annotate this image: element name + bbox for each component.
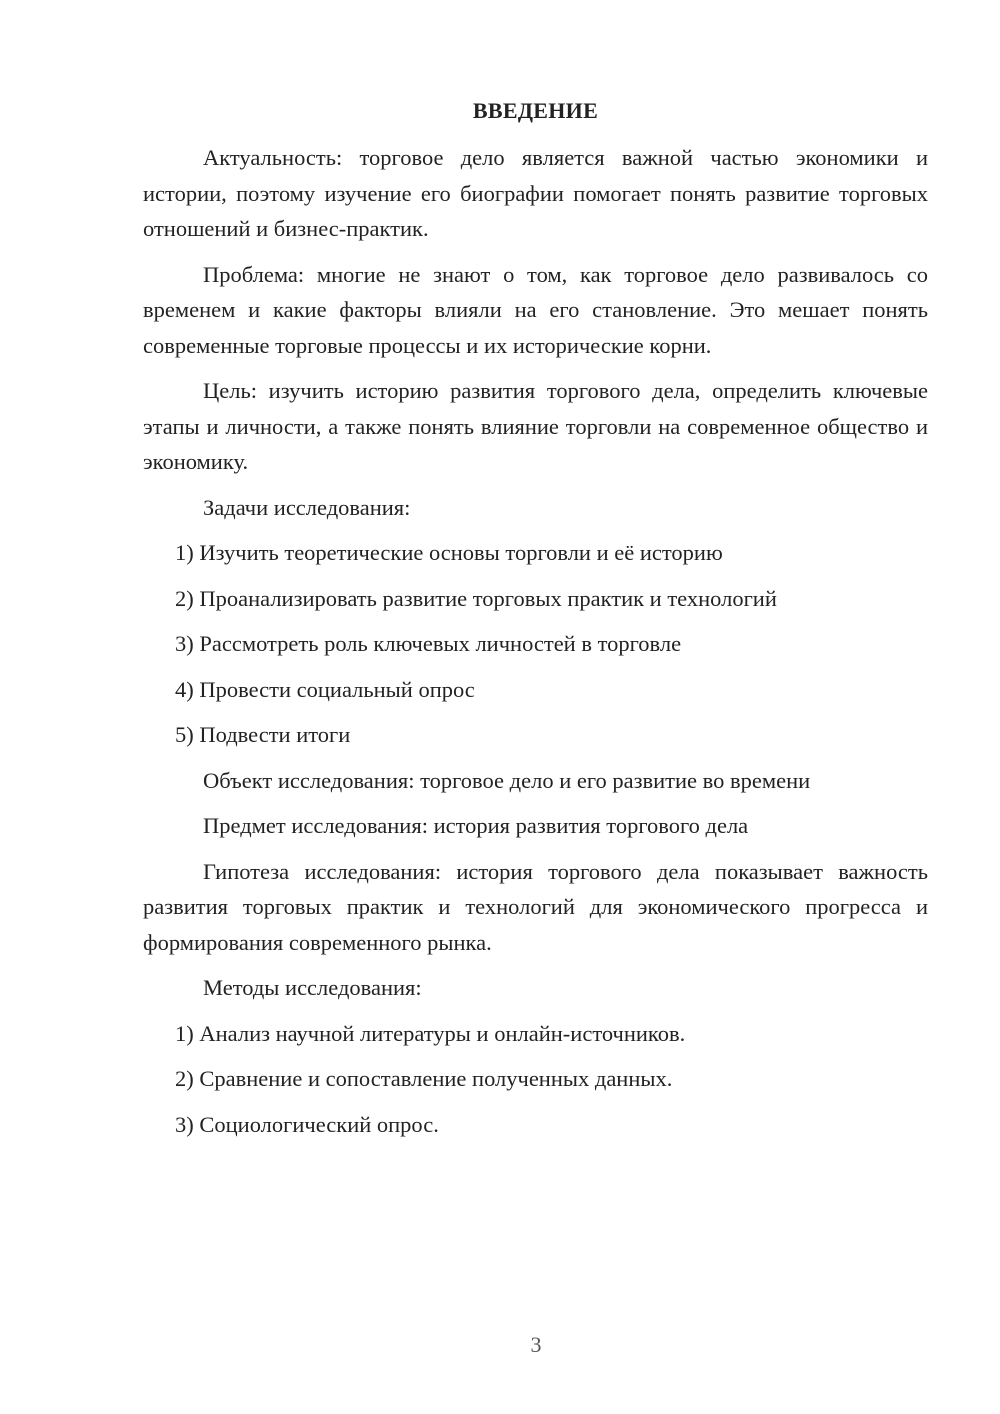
list-item: 4) Провести социальный опрос (175, 676, 475, 702)
document-page (143, 96, 928, 1152)
list-item: 1) Анализ научной литературы и онлайн-источников. (175, 1020, 686, 1046)
list-item: 2) Сравнение и сопоставление полученных данных. (175, 1066, 673, 1091)
hypothesis-paragraph: Гипотеза исследования: история торгового дела показывает важность развития торговых практик и технологий для экономического прогресса и формирования современного рынка. (143, 858, 928, 955)
section-title: ВВЕДЕНИЕ (472, 98, 599, 123)
object-line: Объект исследования: торговое дело и его развитие во времени (203, 767, 811, 793)
list-item: 2) Проанализировать развитие торговых практик и технологий (175, 585, 777, 611)
methods-list (143, 1016, 928, 1143)
page-number: 3 (530, 1332, 542, 1357)
goal-paragraph: Цель: изучить историю развития торгового дела, определить ключевые этапы и личности, а также понять влияние торговли на современное общество и экономику. (143, 378, 928, 474)
tasks-list (143, 535, 928, 753)
problem-paragraph: Проблема: многие не знают о том, как торговое дело развивалось со временем и какие факторы влияли на его становление. Это мешает понять современные торговые процессы и их исторические корни. (143, 261, 928, 358)
list-item: 1) Изучить теоретические основы торговли и её историю (175, 540, 723, 565)
subject-line: Предмет исследования: история развития торгового дела (203, 813, 749, 838)
methods-heading: Методы исследования: (203, 975, 422, 1000)
list-item: 3) Социологический опрос. (175, 1111, 439, 1137)
tasks-heading: Задачи исследования: (203, 494, 411, 520)
list-item: 3) Рассмотреть роль ключевых личностей в торговле (175, 631, 682, 656)
relevance-paragraph: Актуальность: торговое дело является важной частью экономики и истории, поэтому изучение его биографии помогает понять развитие торговых отношений и бизнес-практик. (143, 145, 928, 241)
list-item: 5) Подвести итоги (175, 722, 351, 747)
